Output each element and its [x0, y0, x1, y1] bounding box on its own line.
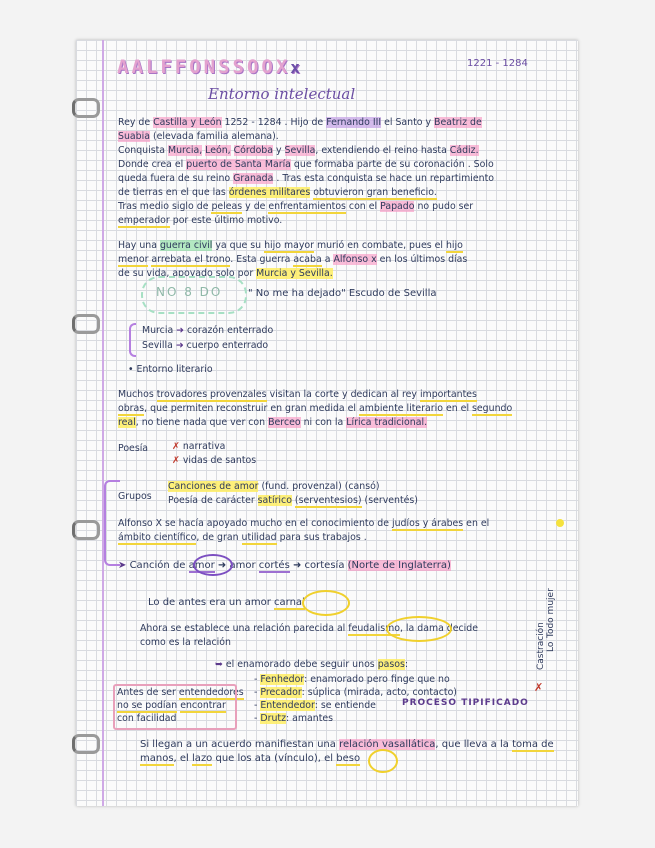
shield-caption: " No me ha dejado" Escudo de Sevilla — [248, 288, 437, 299]
motto-text: NO 8 DO — [156, 285, 223, 299]
text-line: ámbito científico, de gran utilidad para sus trabajos . — [118, 532, 367, 543]
note-box — [113, 684, 237, 730]
side-note-line: Antes de ser entendedores — [117, 687, 244, 698]
text-line: como es la relación — [140, 637, 231, 648]
group-item: Poesía de carácter satírico (serventesios) (serventés) — [168, 495, 418, 506]
poetry-item: ✗ vidas de santos — [172, 455, 257, 466]
text-line: manos, el lazo que los ata (vínculo), el beso — [140, 753, 361, 764]
text-line: ➥ el enamorado debe seguir unos pasos: — [215, 659, 409, 670]
text-line: emperador por este último motivo. — [118, 215, 283, 226]
text-line: Tras medio siglo de peleas y de enfrentamientos con el Papado no pudo ser — [118, 201, 474, 212]
bracket — [129, 323, 136, 357]
text-line: Muchos trovadores provenzales visitan la corte y dedican al rey importantes — [118, 389, 477, 400]
circle-mark — [193, 554, 233, 576]
section-bullet: • Entorno literario — [128, 364, 213, 375]
binder-ring — [72, 734, 100, 754]
text-line: Conquista Murcia, León, Córdoba y Sevilla, extendiendo el reino hasta Cádiz. — [118, 145, 479, 156]
side-note-line: no se podían encontrar — [117, 700, 226, 711]
binder-ring — [72, 520, 100, 540]
cross-mark: ✗ — [534, 681, 544, 694]
text-line: Lo de antes era un amor carnal — [148, 597, 305, 608]
side-note-line: con facilidad — [117, 713, 177, 724]
text-line: menor arrebata el trono. Esta guerra acaba a Alfonso x en los últimos días — [118, 254, 468, 265]
text-line: Ahora se establece una relación parecida al feudalismo, la dama decide — [140, 623, 478, 634]
text-line: Rey de Castilla y León 1252 - 1284 . Hijo de Fernando III el Santo y Beatriz de — [118, 117, 482, 128]
step-item: - Drutz: amantes — [254, 713, 334, 724]
poetry-label: Poesía — [118, 443, 149, 454]
city-row: Murcia ➜ corazón enterrado — [142, 325, 274, 336]
courtly-love-chain: ➤ Canción de amor ➜ amor cortés ➜ cortesía (Norte de Inglaterra) — [118, 560, 451, 571]
text-line: de tierras en el que las órdenes militares obtuvieron gran beneficio. — [118, 187, 437, 198]
reign-years: 1221 - 1284 — [467, 58, 528, 69]
text-line: Si llegan a un acuerdo manifiestan una relación vasallática, que lleva a la toma de — [140, 739, 554, 750]
text-line: queda fuera de su reino Granada . Tras esta conquista se hace un repartimiento — [118, 173, 494, 184]
poetry-item: ✗ narrativa — [172, 441, 226, 452]
highlight-dot — [556, 519, 564, 527]
process-label: PROCESO TIPIFICADO — [402, 698, 529, 708]
circle-mark — [302, 590, 350, 616]
text-line: obras, que permiten reconstruir en gran medida el ambiente literario en el segundo — [118, 403, 513, 414]
step-item: - Fenhedor: enamorado pero finge que no — [254, 674, 450, 685]
city-row: Sevilla ➜ cuerpo enterrado — [142, 340, 269, 351]
page-title: AALFFONSSOOXx — [117, 56, 303, 78]
step-item: - Precador: súplica (mirada, acto, contacto) — [254, 687, 457, 698]
text-line: de su vida, apoyado solo por Murcia y Sevilla. — [118, 268, 333, 279]
group-item: Canciones de amor (fund. provenzal) (cansó) — [168, 481, 380, 492]
step-item: - Entendedor: se entiende — [254, 700, 376, 711]
vertical-note: Lo — [546, 641, 556, 652]
circle-mark — [386, 616, 452, 642]
binder-ring — [72, 314, 100, 334]
margin-line — [102, 40, 104, 806]
groups-label: Grupos — [118, 491, 152, 502]
text-line: real, no tiene nada que ver con Berceo ni con la Lírica tradicional. — [118, 417, 428, 428]
text-line: Suabia (elevada familia alemana). — [118, 131, 279, 142]
vertical-note: Todo mujer — [546, 588, 556, 638]
circle-mark — [368, 749, 398, 773]
vertical-note: Castración — [536, 622, 546, 670]
text-line: Alfonso X se hacía apoyado mucho en el conocimiento de judíos y árabes en el — [118, 518, 490, 529]
page-subtitle: Entorno intelectual — [208, 85, 356, 103]
binder-ring — [72, 98, 100, 118]
text-line: Donde crea el puerto de Santa María que formaba parte de su coronación . Solo — [118, 159, 494, 170]
text-line: Hay una guerra civil ya que su hijo mayor murió en combate, pues el hijo — [118, 240, 463, 251]
